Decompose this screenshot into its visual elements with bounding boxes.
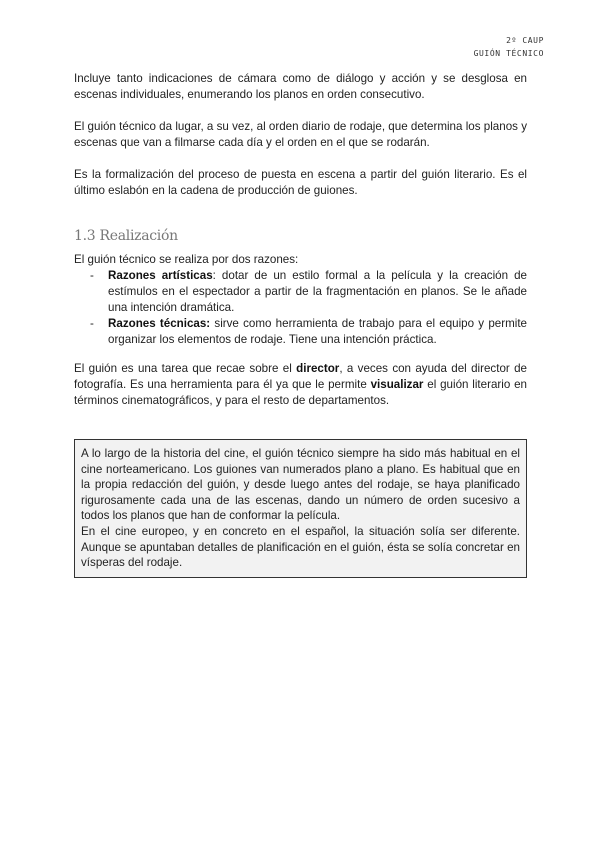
list-bullet: - — [90, 269, 94, 282]
paragraph-3: Es la formalización del proceso de puesta en escena a partir del guión literario. Es el último eslabón en la cadena de producción de guiones. — [74, 168, 527, 197]
closing-bold-director: director — [296, 362, 340, 375]
reason-term: Razones técnicas: — [108, 317, 211, 330]
paragraph-1: Incluye tanto indicaciones de cámara como de diálogo y acción y se desglosa en escenas individuales, enumerando los planos en orden consecutivo. — [74, 72, 527, 101]
closing-text-3: el guión literario en términos cinematográficos, y para el resto de departamentos. — [74, 378, 528, 407]
reason-term: Razones artísticas — [108, 269, 213, 282]
list-bullet: - — [90, 317, 94, 330]
closing-paragraph — [74, 361, 527, 409]
note-box — [74, 439, 527, 578]
paragraph-2: El guión técnico da lugar, a su vez, al orden diario de rodaje, que determina los planos y escenas que van a filmarse cada día y el orden en el que se rodarán. — [74, 120, 527, 149]
reason-text: sirve como herramienta de trabajo para el equipo y permite organizar los elementos de rodaje. Tiene una intención práctica. — [108, 317, 527, 346]
section-title: 1.3 Realización — [74, 228, 178, 244]
closing-text-2: , a veces con ayuda del director de fotografía. Es una herramienta para él ya que le permite — [74, 362, 527, 391]
closing-bold-visualizar: visualizar — [370, 378, 424, 391]
page-header — [474, 34, 544, 60]
note-paragraph-1: A lo largo de la historia del cine, el guión técnico siempre ha sido más habitual en el cine norteamericano. Los guiones van numerados plano a plano. Es habitual que en la propia redacción del guión, y desde luego antes del rodaje, se haya planificado rigurosamente cada una de las escenas, dando un número de orden sucesivo a todos los planos que han de conformar la película. — [81, 447, 520, 523]
reasons-list — [74, 268, 527, 348]
header-course: 2º CAUP — [506, 36, 544, 45]
section-intro: El guión técnico se realiza por dos razones: — [74, 253, 299, 266]
list-item — [74, 316, 527, 348]
closing-text-1: El guión es una tarea que recae sobre el — [74, 362, 297, 375]
main-content — [74, 71, 527, 409]
list-item — [74, 268, 527, 316]
note-paragraph-2: En el cine europeo, y en concreto en el español, la situación solía ser diferente. Aunque se apuntaban detalles de planificación en el guión, ésta se solía concretar en vísperas del rodaje. — [81, 524, 520, 570]
reason-text: : dotar de un estilo formal a la película y la creación de estímulos en el espectador a partir de la fragmentación en planos. Se le añade una intención dramática. — [108, 269, 527, 314]
header-topic: GUIÓN TÉCNICO — [473, 49, 544, 58]
